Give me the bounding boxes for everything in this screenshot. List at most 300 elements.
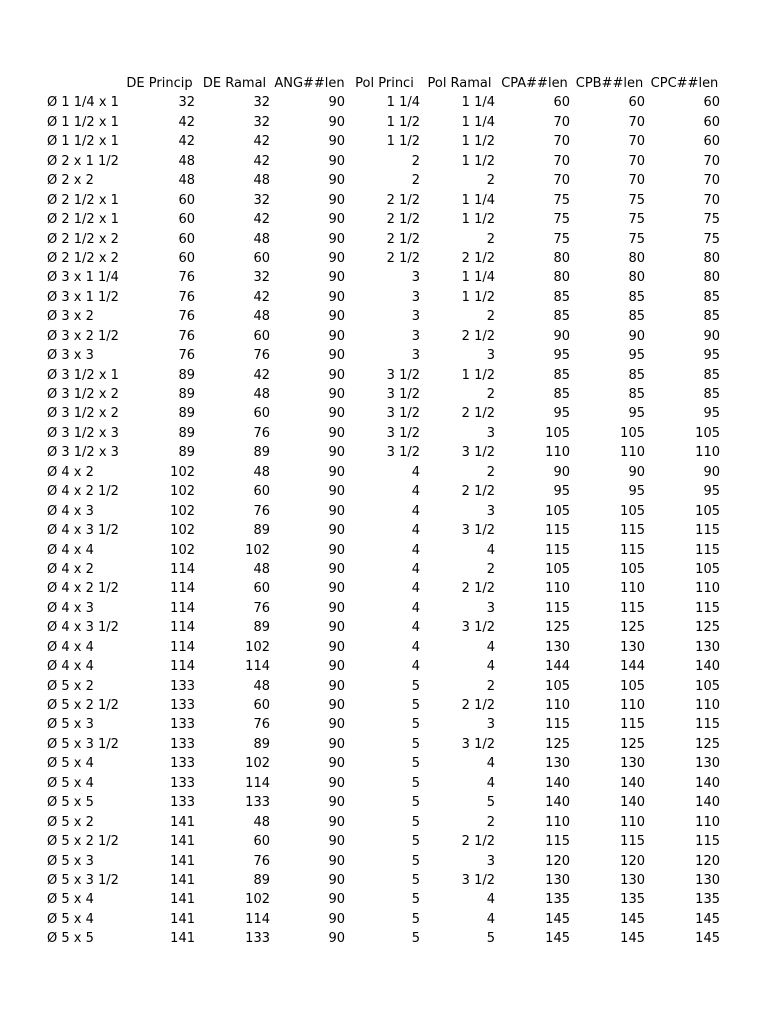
table-row — [47, 735, 722, 754]
value-cell: 90 — [328, 698, 345, 713]
row-label-cell: Ø 5 x 4 — [47, 911, 94, 927]
value-cell: 95 — [553, 484, 570, 500]
value-cell: 2 1/2 — [461, 834, 495, 850]
value-cell: 140 — [545, 775, 570, 791]
value-cell: 60 — [253, 406, 270, 422]
value-cell: 95 — [703, 484, 720, 500]
value-cell: 4 — [486, 659, 495, 675]
table-row — [47, 832, 722, 851]
value-cell: 90 — [553, 328, 570, 344]
value-cell: 105 — [695, 425, 720, 441]
value-cell: 3 — [486, 503, 495, 519]
value-cell: 90 — [328, 892, 345, 908]
row-label-cell: Ø 3 x 1 1/4 — [47, 270, 119, 286]
value-cell: 95 — [553, 406, 570, 422]
value-cell: 141 — [170, 892, 195, 908]
value-cell: 110 — [620, 445, 645, 461]
value-cell: 4 — [486, 911, 495, 927]
value-cell: 90 — [328, 289, 345, 305]
row-label-cell: Ø 2 x 1 1/2 — [47, 153, 119, 169]
value-cell: 4 — [411, 542, 420, 558]
value-cell: 48 — [253, 678, 270, 694]
row-label-cell: Ø 4 x 3 — [47, 503, 94, 519]
value-cell: 89 — [253, 736, 270, 752]
header-cell: ANG##len — [274, 76, 345, 91]
value-cell: 76 — [178, 309, 195, 325]
value-cell: 140 — [695, 795, 720, 811]
row-label-cell: Ø 5 x 3 — [47, 717, 94, 733]
row-label-cell: Ø 5 x 4 — [47, 775, 94, 791]
value-cell: 70 — [553, 153, 570, 169]
value-cell: 114 — [170, 561, 195, 577]
table-row — [47, 463, 722, 482]
value-cell: 95 — [703, 348, 720, 364]
value-cell: 2 — [411, 153, 420, 169]
value-cell: 90 — [328, 523, 345, 539]
value-cell: 133 — [170, 678, 195, 694]
value-cell: 90 — [328, 581, 345, 597]
value-cell: 48 — [178, 153, 195, 169]
value-cell: 90 — [328, 814, 345, 830]
value-cell: 1 1/2 — [461, 367, 495, 383]
value-cell: 5 — [411, 872, 420, 888]
value-cell: 133 — [170, 775, 195, 791]
value-cell: 5 — [411, 911, 420, 927]
value-cell: 130 — [695, 639, 720, 655]
value-cell: 90 — [328, 406, 345, 422]
value-cell: 60 — [703, 114, 720, 130]
value-cell: 5 — [411, 698, 420, 713]
value-cell: 90 — [328, 192, 345, 208]
value-cell: 110 — [620, 698, 645, 713]
value-cell: 90 — [328, 931, 345, 947]
row-label-cell: Ø 5 x 2 1/2 — [47, 698, 119, 713]
table-row — [47, 890, 722, 909]
value-cell: 110 — [620, 814, 645, 830]
value-cell: 76 — [253, 348, 270, 364]
value-cell: 114 — [245, 775, 270, 791]
value-cell: 3 — [486, 425, 495, 441]
value-cell: 75 — [703, 231, 720, 247]
header-cell — [47, 74, 122, 93]
value-cell: 130 — [620, 639, 645, 655]
table-row — [47, 346, 722, 365]
header-cell: CPB##len — [575, 76, 644, 91]
table-row — [47, 152, 722, 171]
value-cell: 102 — [245, 756, 270, 772]
value-cell: 75 — [553, 192, 570, 208]
table-row — [47, 307, 722, 326]
value-cell: 130 — [545, 639, 570, 655]
row-label-cell: Ø 2 1/2 x 1 — [47, 212, 119, 228]
value-cell: 85 — [628, 387, 645, 402]
value-cell: 90 — [553, 464, 570, 480]
value-cell: 70 — [703, 192, 720, 208]
value-cell: 80 — [703, 250, 720, 266]
value-cell: 105 — [545, 561, 570, 577]
value-cell: 70 — [628, 173, 645, 189]
value-cell: 110 — [695, 445, 720, 461]
value-cell: 130 — [545, 756, 570, 772]
value-cell: 60 — [703, 134, 720, 150]
row-label-cell: Ø 2 x 2 — [47, 173, 94, 189]
value-cell: 105 — [545, 678, 570, 694]
value-cell: 3 1/2 — [461, 445, 495, 461]
table-row — [47, 618, 722, 637]
value-cell: 89 — [253, 445, 270, 461]
value-cell: 32 — [253, 114, 270, 130]
value-cell: 105 — [695, 561, 720, 577]
value-cell: 110 — [620, 581, 645, 597]
value-cell: 48 — [253, 231, 270, 247]
value-cell: 90 — [328, 736, 345, 752]
value-cell: 2 1/2 — [461, 484, 495, 500]
value-cell: 1 1/2 — [461, 153, 495, 169]
value-cell: 4 — [411, 600, 420, 616]
value-cell: 5 — [411, 931, 420, 947]
value-cell: 1 1/4 — [461, 270, 495, 286]
value-cell: 76 — [178, 328, 195, 344]
value-cell: 4 — [411, 639, 420, 655]
value-cell: 145 — [695, 911, 720, 927]
value-cell: 90 — [328, 717, 345, 733]
value-cell: 125 — [620, 620, 645, 636]
table-row — [47, 210, 722, 229]
value-cell: 4 — [411, 484, 420, 500]
value-cell: 114 — [245, 911, 270, 927]
value-cell: 60 — [553, 95, 570, 111]
row-label-cell: Ø 1 1/2 x 1 — [47, 134, 119, 150]
value-cell: 90 — [328, 911, 345, 927]
value-cell: 102 — [245, 639, 270, 655]
value-cell: 141 — [170, 911, 195, 927]
value-cell: 115 — [620, 600, 645, 616]
value-cell: 1 1/4 — [461, 192, 495, 208]
value-cell: 5 — [411, 756, 420, 772]
value-cell: 42 — [178, 114, 195, 130]
value-cell: 70 — [703, 153, 720, 169]
value-cell: 105 — [695, 503, 720, 519]
value-cell: 90 — [628, 464, 645, 480]
row-label-cell: Ø 5 x 3 1/2 — [47, 872, 119, 888]
table-row — [47, 443, 722, 462]
value-cell: 60 — [253, 581, 270, 597]
value-cell: 60 — [178, 250, 195, 266]
value-cell: 110 — [545, 814, 570, 830]
value-cell: 2 1/2 — [461, 698, 495, 713]
value-cell: 80 — [628, 250, 645, 266]
value-cell: 141 — [170, 834, 195, 850]
value-cell: 90 — [328, 328, 345, 344]
row-label-cell: Ø 3 x 3 — [47, 348, 94, 364]
table-row — [47, 171, 722, 190]
value-cell: 90 — [328, 134, 345, 150]
value-cell: 133 — [170, 756, 195, 772]
value-cell: 90 — [328, 464, 345, 480]
value-cell: 4 — [411, 464, 420, 480]
table-row — [47, 404, 722, 423]
value-cell: 115 — [545, 600, 570, 616]
row-label-cell: Ø 4 x 3 1/2 — [47, 523, 119, 539]
table-row — [47, 288, 722, 307]
value-cell: 90 — [328, 153, 345, 169]
value-cell: 115 — [695, 717, 720, 733]
table-row — [47, 871, 722, 890]
value-cell: 133 — [170, 795, 195, 811]
table-row — [47, 677, 722, 696]
value-cell: 90 — [328, 600, 345, 616]
value-cell: 144 — [545, 659, 570, 675]
value-cell: 70 — [553, 114, 570, 130]
value-cell: 125 — [545, 736, 570, 752]
value-cell: 90 — [328, 114, 345, 130]
value-cell: 2 — [486, 814, 495, 830]
value-cell: 90 — [328, 231, 345, 247]
value-cell: 102 — [170, 484, 195, 500]
value-cell: 4 — [411, 503, 420, 519]
table-body — [47, 93, 722, 948]
value-cell: 140 — [545, 795, 570, 811]
value-cell: 130 — [620, 872, 645, 888]
value-cell: 90 — [328, 309, 345, 325]
value-cell: 42 — [253, 289, 270, 305]
value-cell: 42 — [253, 212, 270, 228]
value-cell: 60 — [253, 250, 270, 266]
table-row — [47, 424, 722, 443]
value-cell: 1 1/2 — [461, 212, 495, 228]
value-cell: 60 — [253, 328, 270, 344]
value-cell: 1 1/2 — [386, 134, 420, 150]
value-cell: 2 — [411, 173, 420, 189]
value-cell: 3 1/2 — [386, 445, 420, 461]
value-cell: 2 1/2 — [461, 250, 495, 266]
value-cell: 114 — [170, 600, 195, 616]
value-cell: 60 — [703, 95, 720, 111]
row-label-cell: Ø 4 x 2 1/2 — [47, 484, 119, 500]
value-cell: 1 1/4 — [461, 95, 495, 111]
value-cell: 95 — [628, 406, 645, 422]
value-cell: 89 — [178, 406, 195, 422]
value-cell: 105 — [545, 425, 570, 441]
value-cell: 120 — [695, 853, 720, 869]
value-cell: 85 — [703, 387, 720, 402]
table-row — [47, 268, 722, 287]
table-row — [47, 715, 722, 734]
value-cell: 114 — [170, 639, 195, 655]
value-cell: 90 — [328, 348, 345, 364]
table-row — [47, 852, 722, 871]
value-cell: 90 — [328, 425, 345, 441]
value-cell: 85 — [628, 289, 645, 305]
value-cell: 90 — [328, 387, 345, 402]
value-cell: 2 — [486, 309, 495, 325]
row-label-cell: Ø 4 x 2 — [47, 561, 94, 577]
row-label-cell: Ø 5 x 3 — [47, 853, 94, 869]
value-cell: 76 — [253, 600, 270, 616]
value-cell: 48 — [178, 173, 195, 189]
value-cell: 32 — [253, 270, 270, 286]
value-cell: 3 — [411, 309, 420, 325]
value-cell: 110 — [695, 581, 720, 597]
header-cell: CPA##len — [501, 76, 568, 91]
value-cell: 70 — [628, 153, 645, 169]
value-cell: 80 — [553, 270, 570, 286]
value-cell: 144 — [620, 659, 645, 675]
table-row — [47, 579, 722, 598]
table-row — [47, 113, 722, 132]
value-cell: 130 — [695, 756, 720, 772]
value-cell: 70 — [703, 173, 720, 189]
value-cell: 3 1/2 — [386, 367, 420, 383]
value-cell: 130 — [620, 756, 645, 772]
value-cell: 102 — [170, 523, 195, 539]
row-label-cell: Ø 4 x 3 — [47, 600, 94, 616]
value-cell: 90 — [328, 756, 345, 772]
value-cell: 105 — [620, 678, 645, 694]
value-cell: 90 — [328, 250, 345, 266]
value-cell: 130 — [545, 872, 570, 888]
row-label-cell: Ø 5 x 4 — [47, 756, 94, 772]
value-cell: 95 — [703, 406, 720, 422]
value-cell: 5 — [486, 795, 495, 811]
value-cell: 2 — [486, 173, 495, 189]
value-cell: 140 — [695, 775, 720, 791]
value-cell: 110 — [695, 698, 720, 713]
value-cell: 48 — [253, 173, 270, 189]
value-cell: 90 — [328, 270, 345, 286]
table-row — [47, 754, 722, 773]
row-label-cell: Ø 4 x 2 — [47, 464, 94, 480]
value-cell: 90 — [328, 445, 345, 461]
spreadsheet — [47, 74, 722, 949]
value-cell: 105 — [620, 503, 645, 519]
value-cell: 115 — [695, 542, 720, 558]
header-cell: Pol Ramal — [427, 76, 492, 91]
value-cell: 76 — [178, 348, 195, 364]
value-cell: 60 — [178, 231, 195, 247]
value-cell: 80 — [553, 250, 570, 266]
row-label-cell: Ø 5 x 5 — [47, 795, 94, 811]
row-label-cell: Ø 4 x 4 — [47, 639, 94, 655]
value-cell: 115 — [545, 834, 570, 850]
row-label-cell: Ø 2 1/2 x 2 — [47, 231, 119, 247]
table-row — [47, 929, 722, 948]
value-cell: 115 — [695, 600, 720, 616]
value-cell: 75 — [628, 212, 645, 228]
table-row — [47, 191, 722, 210]
value-cell: 135 — [545, 892, 570, 908]
row-label-cell: Ø 3 x 1 1/2 — [47, 289, 119, 305]
value-cell: 3 — [411, 270, 420, 286]
value-cell: 115 — [620, 542, 645, 558]
value-cell: 4 — [411, 620, 420, 636]
value-cell: 145 — [545, 931, 570, 947]
row-label-cell: Ø 3 1/2 x 3 — [47, 425, 119, 441]
value-cell: 114 — [170, 620, 195, 636]
value-cell: 110 — [695, 814, 720, 830]
value-cell: 2 1/2 — [386, 192, 420, 208]
table-row — [47, 521, 722, 540]
value-cell: 5 — [411, 717, 420, 733]
value-cell: 115 — [695, 834, 720, 850]
value-cell: 90 — [328, 834, 345, 850]
value-cell: 60 — [253, 698, 270, 713]
row-label-cell: Ø 3 1/2 x 2 — [47, 406, 119, 422]
value-cell: 133 — [170, 698, 195, 713]
value-cell: 141 — [170, 853, 195, 869]
value-cell: 90 — [328, 620, 345, 636]
header-cell: DE Ramal — [202, 76, 267, 91]
value-cell: 76 — [178, 289, 195, 305]
value-cell: 5 — [411, 736, 420, 752]
value-cell: 60 — [628, 95, 645, 111]
value-cell: 60 — [253, 484, 270, 500]
value-cell: 42 — [253, 367, 270, 383]
value-cell: 90 — [703, 464, 720, 480]
value-cell: 3 — [411, 348, 420, 364]
value-cell: 2 — [486, 231, 495, 247]
value-cell: 90 — [328, 561, 345, 577]
value-cell: 48 — [253, 814, 270, 830]
table-row — [47, 638, 722, 657]
value-cell: 2 1/2 — [386, 212, 420, 228]
value-cell: 85 — [553, 289, 570, 305]
value-cell: 89 — [253, 872, 270, 888]
value-cell: 1 1/4 — [461, 114, 495, 130]
table-row — [47, 657, 722, 676]
value-cell: 60 — [253, 834, 270, 850]
table-row — [47, 230, 722, 249]
value-cell: 95 — [628, 484, 645, 500]
header-cell: CPC##len — [650, 76, 719, 91]
value-cell: 70 — [553, 134, 570, 150]
value-cell: 89 — [178, 425, 195, 441]
value-cell: 70 — [553, 173, 570, 189]
table-row — [47, 599, 722, 618]
value-cell: 3 1/2 — [386, 425, 420, 441]
table-row — [47, 132, 722, 151]
value-cell: 75 — [703, 212, 720, 228]
table-row — [47, 541, 722, 560]
value-cell: 145 — [620, 931, 645, 947]
value-cell: 102 — [245, 892, 270, 908]
row-label-cell: Ø 5 x 5 — [47, 931, 94, 947]
table-row — [47, 249, 722, 268]
value-cell: 135 — [695, 892, 720, 908]
table-row — [47, 93, 722, 112]
row-label-cell: Ø 5 x 2 — [47, 814, 94, 830]
table-row — [47, 793, 722, 812]
value-cell: 110 — [545, 581, 570, 597]
row-label-cell: Ø 1 1/2 x 1 — [47, 114, 119, 130]
value-cell: 76 — [253, 853, 270, 869]
value-cell: 5 — [411, 814, 420, 830]
value-cell: 2 — [486, 464, 495, 480]
row-label-cell: Ø 2 1/2 x 2 — [47, 250, 119, 266]
value-cell: 3 1/2 — [386, 387, 420, 402]
value-cell: 3 — [486, 853, 495, 869]
value-cell: 85 — [628, 309, 645, 325]
table-row — [47, 482, 722, 501]
value-cell: 75 — [628, 192, 645, 208]
value-cell: 4 — [411, 561, 420, 577]
value-cell: 1 1/4 — [386, 95, 420, 111]
value-cell: 4 — [411, 581, 420, 597]
value-cell: 90 — [328, 212, 345, 228]
value-cell: 135 — [620, 892, 645, 908]
value-cell: 115 — [545, 542, 570, 558]
table-row — [47, 813, 722, 832]
